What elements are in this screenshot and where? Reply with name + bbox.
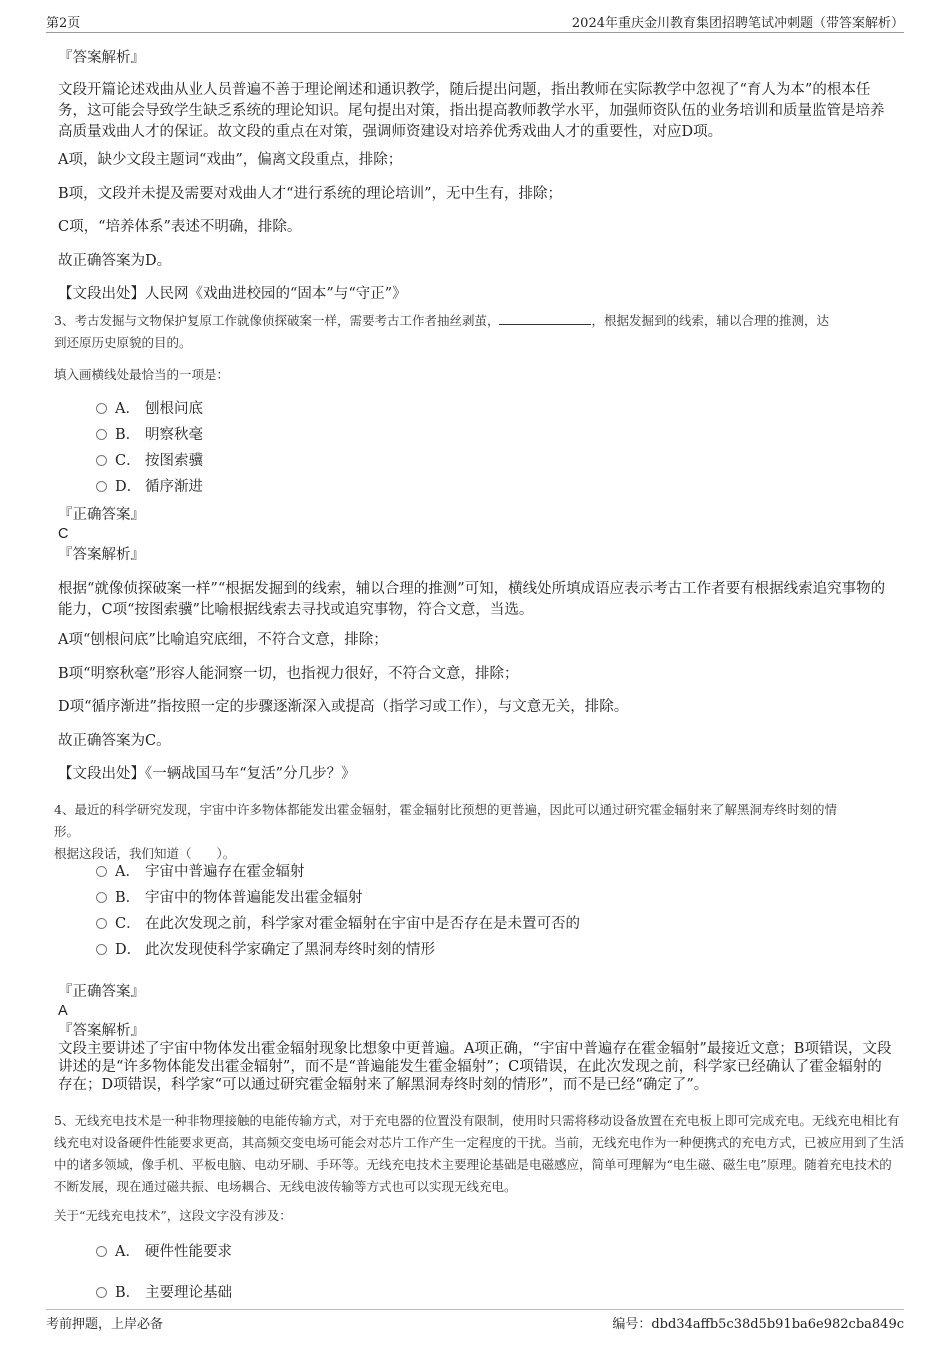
q5-prompt: 关于“无线充电技术”，这段文字没有涉及： (54, 1208, 292, 1223)
q2-conclusion: 故正确答案为D。 (58, 253, 172, 269)
q2-analysis-label: 『答案解析』 (58, 50, 145, 66)
radio-button[interactable] (96, 429, 107, 440)
radio-button[interactable] (96, 918, 107, 929)
q3-option-d[interactable] (96, 476, 203, 498)
footer-divider (46, 1309, 904, 1310)
radio-button[interactable] (96, 455, 107, 466)
option-text: 主要理论基础 (145, 1285, 232, 1301)
q3-fill-blank (499, 312, 591, 325)
q4-stem-line1: 4、最近的科学研究发现，宇宙中许多物体都能发出霍金辐射，霍金辐射比预想的更普遍，因此可以通过研究霍金辐射来了解黑洞寿终时刻的情 (54, 802, 837, 817)
option-letter: A． (115, 1244, 140, 1260)
radio-button[interactable] (96, 866, 107, 877)
option-text: 硬件性能要求 (145, 1244, 232, 1260)
q2-option-c-note: C项，“培养体系”表述不明确，排除。 (58, 219, 302, 235)
q4-option-b[interactable] (96, 887, 363, 909)
q3-correct-answer: C (58, 526, 69, 542)
radio-button[interactable] (96, 403, 107, 414)
q2-analysis-text: 文段开篇论述戏曲从业人员普遍不善于理论阐述和通识教学，随后提出问题，指出教师在实际教学中忽视了“育人为本”的根本任务，这可能会导致学生缺乏系统的理论知识。尾句提出对策，指出提高教师教学水平，加强师资队伍的业务培训和质量监管是培养高质量戏曲人才的保证。故文段的重点在对策，强调师资建设对培养优秀戏曲人才的重要性，对应D项。 (58, 82, 885, 140)
option-text: 宇宙中的物体普遍能发出霍金辐射 (145, 890, 363, 906)
q4-prompt: 根据这段话，我们知道（ ）。 (54, 846, 236, 861)
q3-option-b[interactable] (96, 424, 203, 446)
q3-prompt: 填入画横线处最恰当的一项是： (54, 367, 230, 382)
q3-option-c[interactable] (96, 450, 203, 472)
q5-stem: 5、无线充电技术是一种非物理接触的电能传输方式，对于充电器的位置没有限制，使用时只需将移动设备放置在充电板上即可完成充电。无线充电相比有线充电对设备硬件性能要求更高，其高频交变电场可能会对芯片工作产生一定程度的干扰。当前，无线充电作为一种便携式的充电方式，已被应用到了生活中的诸多领域，像手机、平板电脑、电动牙刷、手环等。无线充电技术主要理论基础是电磁感应，简单可理解为“电生磁、磁生电”原理。随着充电技术的不断发展，现在通过磁共振、电场耦合、无线电波传输等方式也可以实现无线充电。 (54, 1113, 905, 1194)
q3-correct-label: 『正确答案』 (58, 507, 145, 523)
option-letter: B． (115, 1285, 141, 1301)
q2-option-b-note: B项，文段并未提及需要对戏曲人才“进行系统的理论培训”，无中生有，排除； (58, 186, 562, 202)
q3-stem-before: 3、考古发掘与文物保护复原工作就像侦探破案一样，需要考古工作者抽丝剥茧， (54, 313, 500, 328)
footer-slogan: 考前押题，上岸必备 (46, 1317, 164, 1332)
q5-option-a[interactable] (96, 1241, 232, 1263)
page-number: 第2页 (46, 16, 81, 31)
option-letter: A． (115, 401, 140, 417)
option-letter: C． (115, 453, 141, 469)
q3-option-b-note: B项“明察秋毫”形容人能洞察一切，也指视力很好，不符合文意，排除； (58, 666, 519, 682)
option-text: 刨根问底 (145, 401, 203, 417)
q3-conclusion: 故正确答案为C。 (58, 733, 171, 749)
radio-button[interactable] (96, 892, 107, 903)
q3-analysis-label: 『答案解析』 (58, 547, 145, 563)
q5-option-b[interactable] (96, 1282, 232, 1304)
page-footer (46, 1313, 904, 1333)
q2-option-a-note: A项，缺少文段主题词“戏曲”，偏离文段重点，排除； (58, 152, 403, 168)
header-divider (46, 32, 904, 33)
q3-stem-after: ，根据发掘到的线索，辅以合理的推测，达 (591, 313, 829, 328)
option-letter: B． (115, 427, 141, 443)
q4-analysis-text: 文段主要讲述了宇宙中物体发出霍金辐射现象比想象中更普遍。A项正确，“宇宙中普遍存在霍金辐射”最接近文意；B项错误，文段讲述的是“许多物体能发出霍金辐射”，而不是“普遍能发生霍金辐射”；C项错误，在此次发现之前，科学家已经确认了霍金辐射的存在；D项错误，科学家“可以通过研究霍金辐射来了解黑洞寿终时刻的情形”，而不是已经“确定了”。 (58, 1041, 892, 1093)
radio-button[interactable] (96, 1246, 107, 1257)
option-text: 宇宙中普遍存在霍金辐射 (145, 864, 305, 880)
q4-analysis-label: 『答案解析』 (58, 1023, 145, 1039)
option-text: 此次发现使科学家确定了黑洞寿终时刻的情形 (145, 942, 435, 958)
option-text: 在此次发现之前，科学家对霍金辐射在宇宙中是否存在是未置可否的 (145, 916, 580, 932)
page-header (46, 12, 904, 32)
option-letter: D． (115, 942, 142, 958)
document-title: 2024年重庆金川教育集团招聘笔试冲刺题（带答案解析） (571, 16, 904, 31)
q3-analysis-text: 根据“就像侦探破案一样”“根据发掘到的线索，辅以合理的推测”可知，横线处所填成语应表示考古工作者要有根据线索追究事物的能力，C项“按图索骥”比喻根据线索去寻找或追究事物，符合文意，当选。 (58, 581, 886, 618)
q4-option-c[interactable] (96, 913, 580, 935)
q3-option-a[interactable] (96, 398, 203, 420)
q4-option-d[interactable] (96, 939, 435, 961)
q4-option-a[interactable] (96, 861, 305, 883)
q4-stem-line2: 形。 (54, 824, 80, 839)
q2-source: 【文段出处】人民网《戏曲进校园的“固本”与“守正”》 (58, 286, 407, 302)
q4-correct-answer: A (58, 1003, 68, 1019)
document-code: 编号：dbd34affb5c38d5b91ba6e982cba849c (612, 1317, 904, 1332)
radio-button[interactable] (96, 1287, 107, 1298)
option-text: 明察秋毫 (145, 427, 203, 443)
option-text: 循序渐进 (145, 479, 203, 495)
radio-button[interactable] (96, 481, 107, 492)
q4-stem (54, 799, 904, 865)
q4-correct-label: 『正确答案』 (58, 984, 145, 1000)
option-letter: C． (115, 916, 141, 932)
q3-option-a-note: A项“刨根问底”比喻追究底细，不符合文意，排除； (58, 632, 388, 648)
option-letter: A． (115, 864, 140, 880)
q3-option-d-note: D项“循序渐进”指按照一定的步骤逐渐深入或提高（指学习或工作），与文意无关，排除。 (58, 699, 629, 715)
option-text: 按图索骥 (145, 453, 203, 469)
option-letter: D． (115, 479, 142, 495)
radio-button[interactable] (96, 944, 107, 955)
q3-source: 【文段出处】《一辆战国马车“复活”分几步？》 (58, 766, 356, 782)
q3-stem-line2: 到还原历史原貌的目的。 (54, 335, 192, 350)
q3-stem (54, 310, 904, 354)
option-letter: B． (115, 890, 141, 906)
